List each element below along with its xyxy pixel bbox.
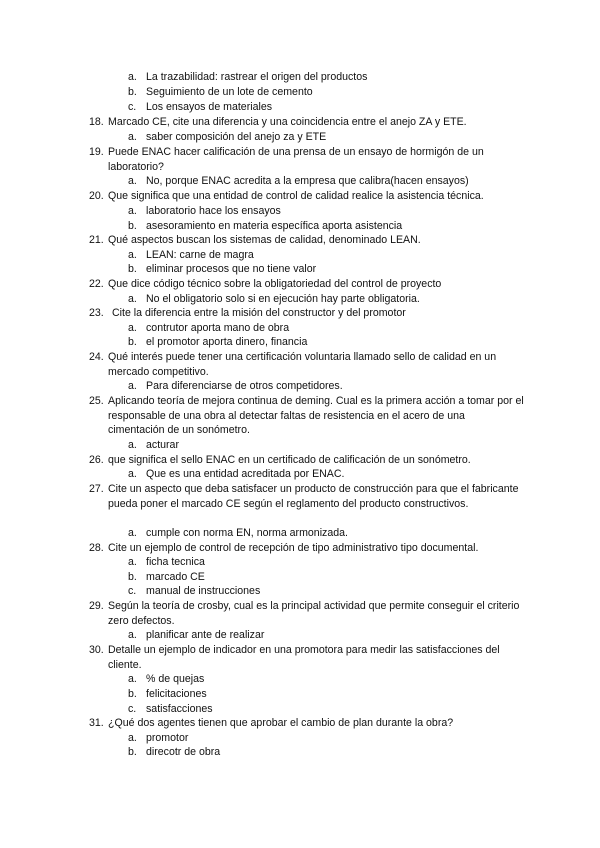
question-26: 26. que significa el sello ENAC en un certificado de calificación de un sonómetro. xyxy=(89,454,471,466)
question-19: 19. Puede ENAC hacer calificación de una prensa de un ensayo de hormigón de un laboratorio? xyxy=(89,146,484,173)
question-31: 31. ¿Qué dos agentes tienen que aprobar el cambio de plan durante la obra? xyxy=(89,717,454,729)
question-30: 30. Detalle un ejemplo de indicador en una promotora para medir las satisfacciones del cliente. xyxy=(89,644,500,671)
question-24: 24. Qué interés puede tener una certificación voluntaria llamado sello de calidad en un mercado competitivo. xyxy=(89,351,497,378)
question-20: 20. Que significa que una entidad de control de calidad realice la asistencia técnica. xyxy=(89,190,484,202)
question-18: 18. Marcado CE, cite una diferencia y una coincidencia entre el anejo ZA y ETE. xyxy=(89,116,467,128)
question-27: 27. Cite un aspecto que deba satisfacer un producto de construcción para que el fabricante pueda poner el marcado CE según el reglamento del producto constructivos. xyxy=(89,483,519,510)
question-22: 22. Que dice código técnico sobre la obligatoriedad del control de proyecto xyxy=(89,278,442,290)
question-29: 29. Según la teoría de crosby, cual es la principal actividad que permite conseguir el criterio zero defectos. xyxy=(89,600,520,627)
question-23: 23. Cite la diferencia entre la misión del constructor y del promotor xyxy=(89,307,406,319)
document-page: a. La trazabilidad: rastrear el origen del productos b. Seguimiento de un lote de cemento c. Los ensayos de materiales 18. Marcado CE, cite una diferencia y una coincidencia entre el anejo ZA y ETE. a. saber composición del anejo za y ETE 19. Puede ENAC hacer calificación de una prensa de un ensayo de hormigón de un laboratorio? a. No, porque ENAC acredita a la empresa que calibra(hacen ensayos) 20. Que significa que una entidad de control de calidad realice la asistencia técnica. a. laboratorio hace los ensayos b. asesoramiento en materia específica aporta asistencia 21. Qué aspectos buscan los sistemas de calidad, denominado LEAN. a. LEAN: carne de magra b. eliminar procesos que no tiene valor 22. Que dice código técnico sobre la obligatoriedad del control de proyecto a. No el obligatorio solo si en ejecución hay parte obligatoria. 23. Cite la diferencia entre la misión del constructor y del promotor a. contrutor aporta mano de obra b. el promotor aporta dinero, financia 24. Qué interés puede tener una certificación voluntaria llamado sello de calidad en un mercado competitivo. a. Para diferenciarse de otros competidores. 25. Aplicando teoría de mejora continua de deming. Cual es la primera acción a tomar por el responsable de una obra al detectar faltas de resistencia en el acero de una cimentación de un sonómetro. a. acturar 26. que significa el sello ENAC en un certificado de calificación de un sonómetro. a. Que es una entidad acreditada por ENAC. 27. Cite un aspecto que deba satisfacer un producto de construcción para que el fabricante pueda poner el marcado CE según el reglamento del producto constructivos. a. cumple con norma EN, norma armonizada. 28. Cite un ejemplo de control de recepción de tipo administrativo tipo documental. a. ficha tecnica b. marcado CE c. manual de instrucciones 29. Según la teoría de crosby, cual es la principal actividad que permite conseguir el criterio zero defectos. a. planificar ante de realizar 30. Detalle un ejemplo de indicador en una promotora para medir las satisfacciones del cliente. a. % de quejas b. felicitaciones c. satisfacciones 31. ¿Qué dos agentes tienen que aprobar el cambio de plan durante la obra? a. promotor b. direcotr de obra xyxy=(89,71,524,758)
question-25: 25. Aplicando teoría de mejora continua de deming. Cual es la primera acción a tomar por el responsable de una obra al detectar faltas de resistencia en el acero de una cimentación de un sonómetro. xyxy=(89,395,524,437)
question-21: 21. Qué aspectos buscan los sistemas de calidad, denominado LEAN. xyxy=(89,234,421,246)
question-28: 28. Cite un ejemplo de control de recepción de tipo administrativo tipo documental. xyxy=(89,542,479,554)
